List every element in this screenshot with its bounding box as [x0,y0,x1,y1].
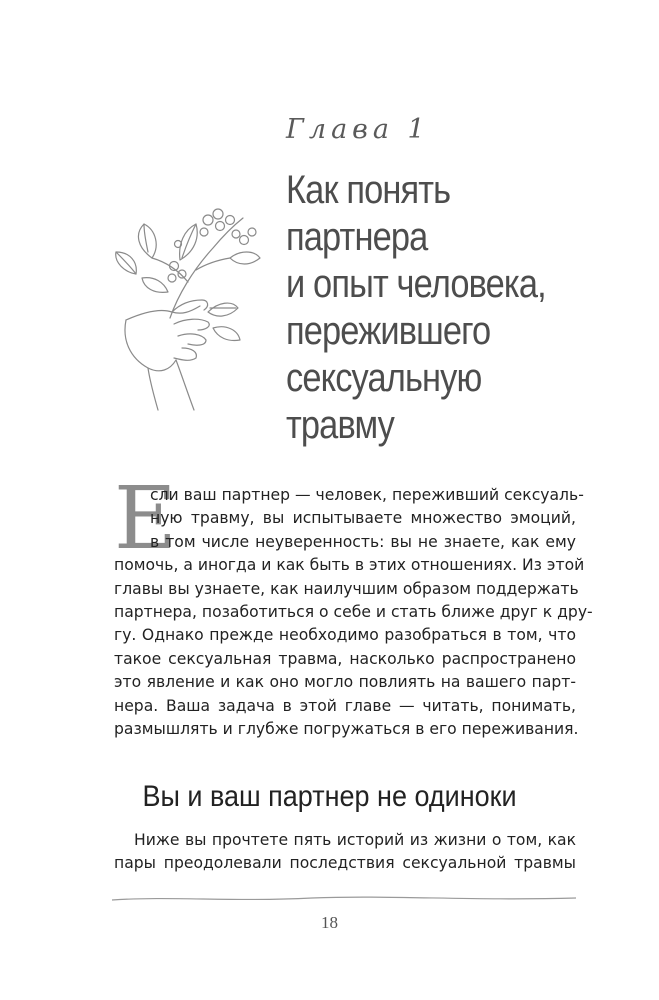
paragraph-line: такое сексуальная травма, насколько распространено [114,649,576,668]
paragraph-line: нера. Ваша задача в этой главе — читать, понимать, [114,696,576,715]
section-paragraph [114,829,576,876]
drop-cap: Е [114,469,177,569]
chapter-title [286,167,561,449]
chapter-label: Глава 1 [286,114,430,145]
intro-paragraph [114,469,593,741]
paragraph-line: помочь, а иногда и как быть в этих отношениях. Из этой [114,556,585,575]
chapter-title-line: сексуальную [286,356,482,400]
paragraph-line: Ниже вы прочтете пять историй из жизни о том, как [134,831,576,849]
paragraph-line: это явление и как оно могло повлиять на вашего парт- [114,673,576,692]
paragraph-line: гу. Однако прежде необходимо разобраться в том, что [114,626,576,645]
paragraph-line: сли ваш партнер — человек, переживший сексуаль- [150,486,584,504]
chapter-title-line: пережившего [286,309,491,353]
paragraph-line: размышлять и глубже погружаться в его переживания. [114,720,579,739]
paragraph-line: ную травму, вы испытываете множество эмоций, [150,509,576,528]
chapter-title-line: партнера [286,215,428,259]
section-heading: Вы и ваш партнер не одиноки [142,780,517,813]
paragraph-line: пары преодолевали последствия сексуальной травмы [114,854,576,873]
page-divider [112,890,576,908]
page-number: 18 [321,913,338,932]
hand-holding-branch-illustration [108,200,268,415]
chapter-title-line: травму [286,403,394,447]
chapter-title-line: и опыт человека, [286,262,546,306]
paragraph-line: главы вы узнаете, как наилучшим образом поддержать [114,579,579,598]
paragraph-line: в том числе неуверенность: вы не знаете, как ему [150,532,576,551]
paragraph-line: партнера, позаботиться о себе и стать ближе друг к дру- [114,603,593,622]
chapter-title-line: Как понять [286,168,451,212]
